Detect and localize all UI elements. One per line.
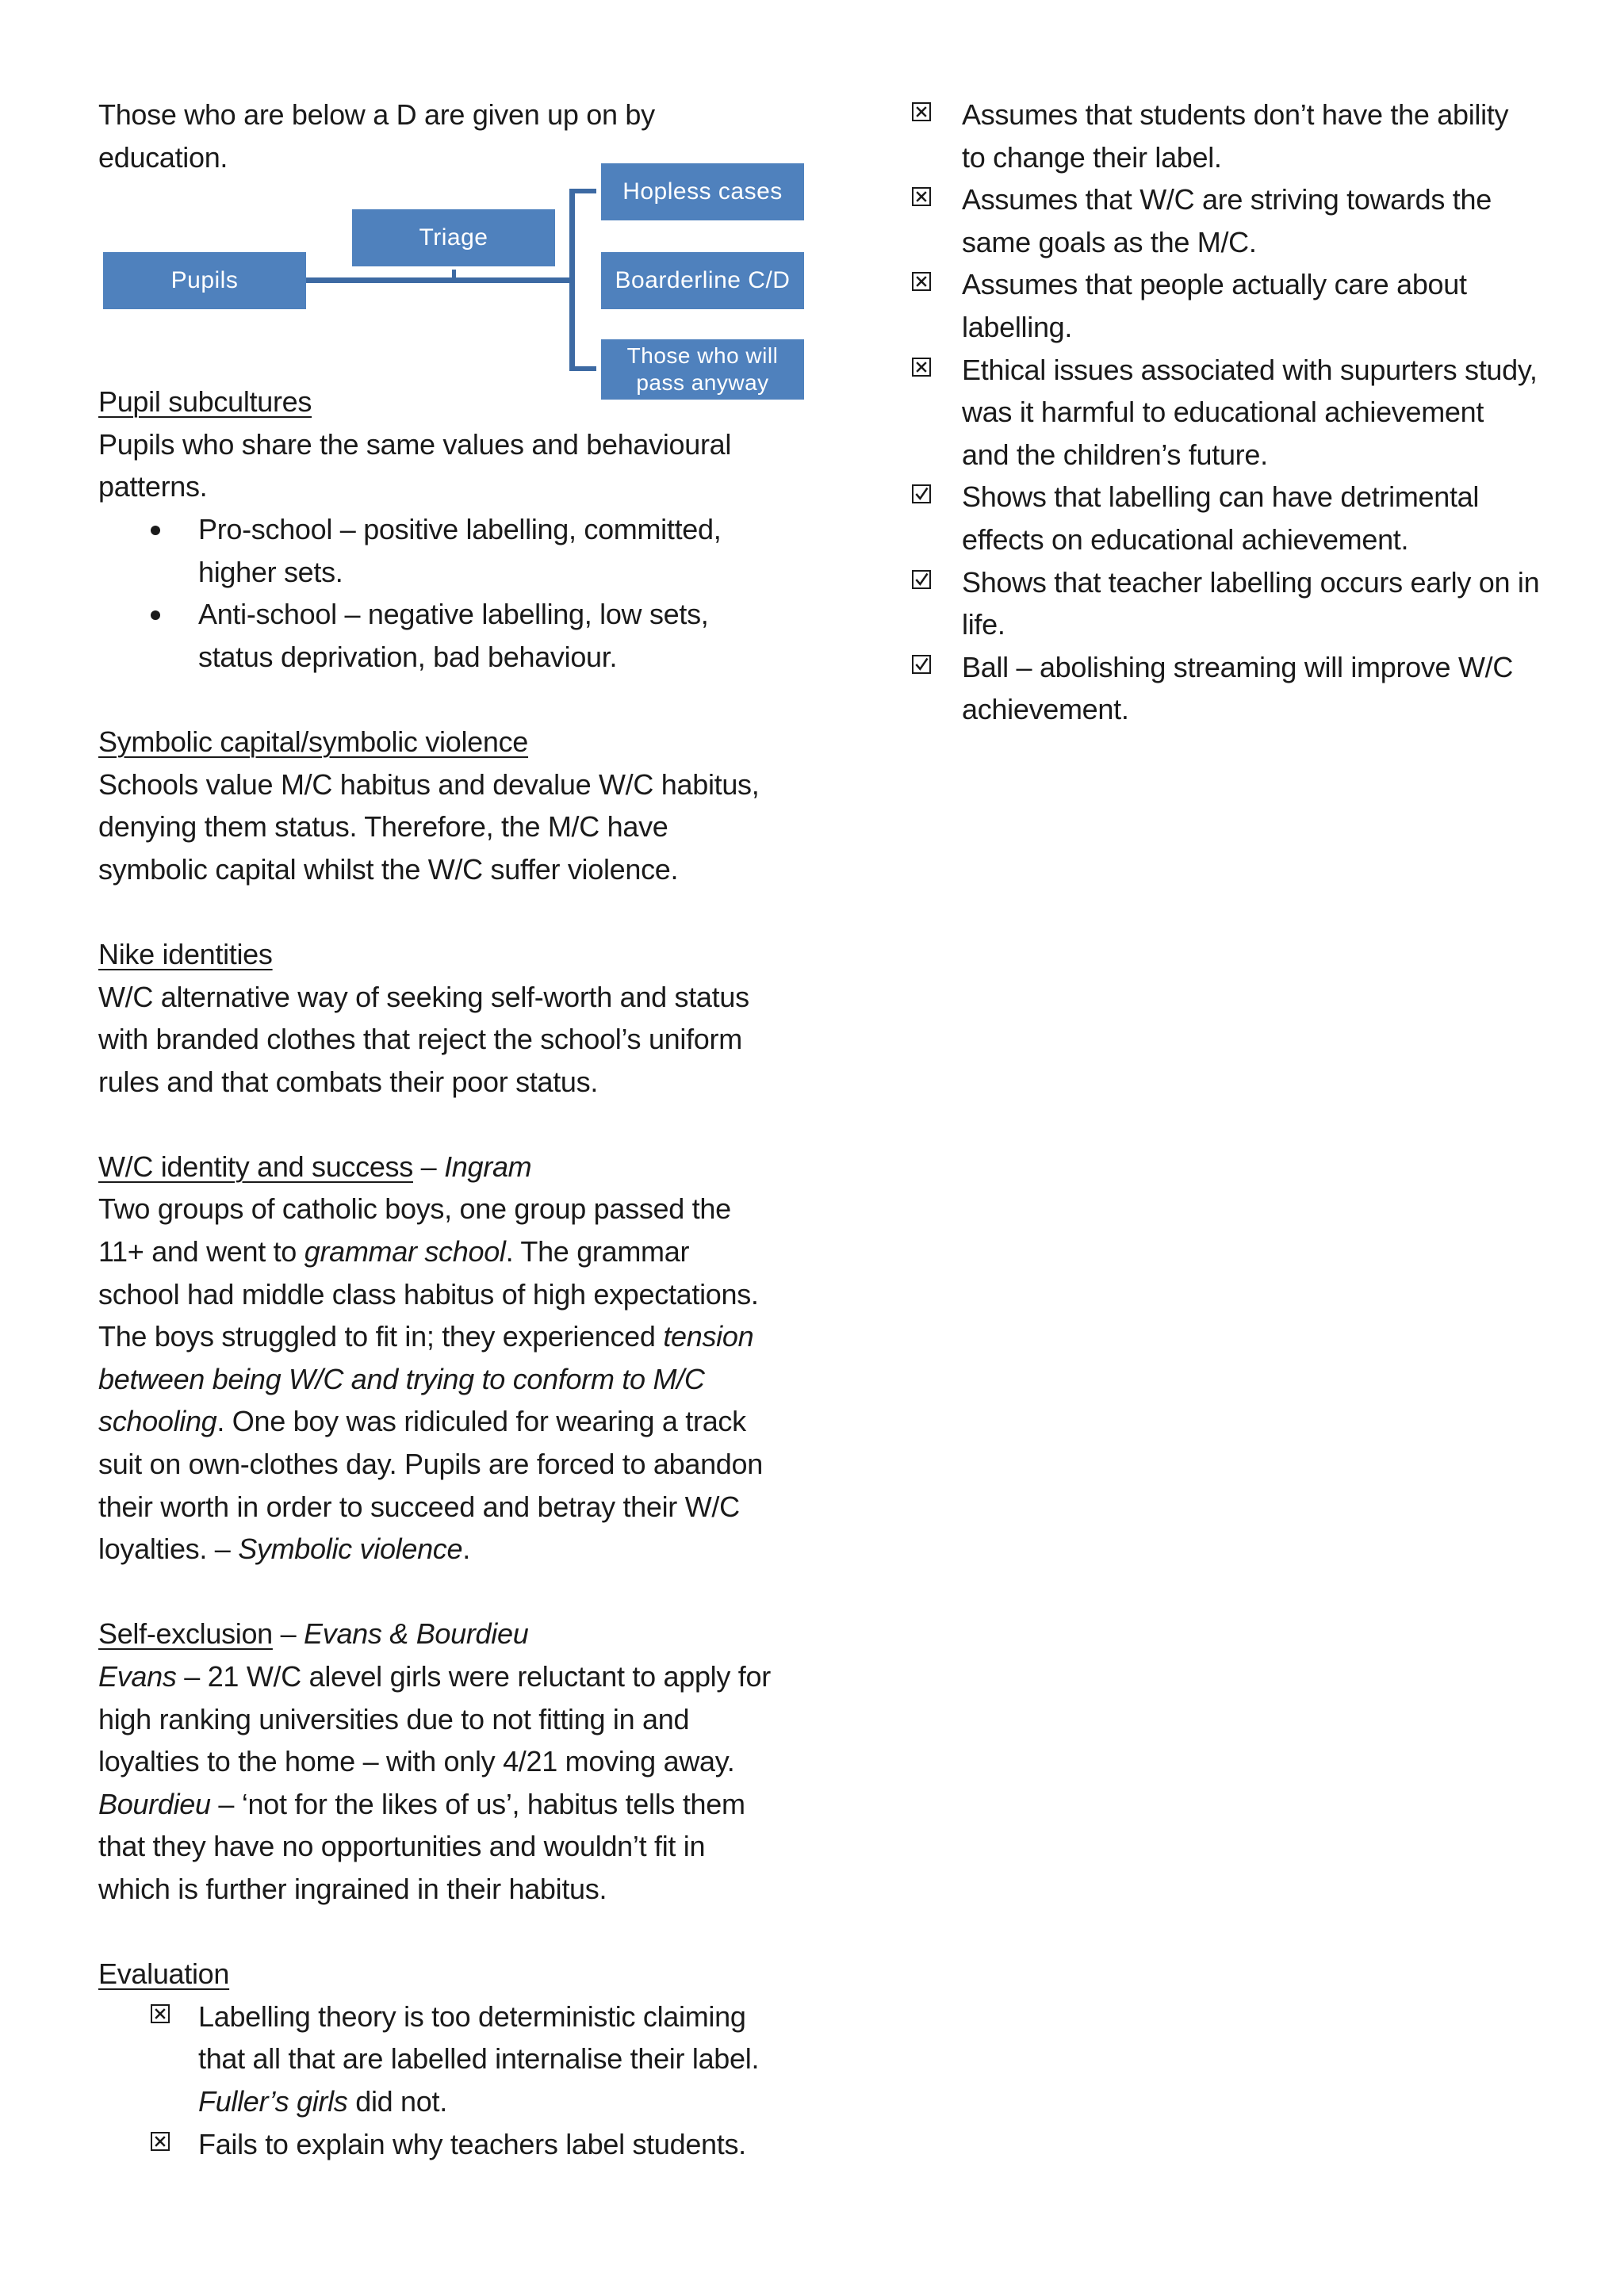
body-emphasis: between being W/C and trying to conform to M/C (98, 1362, 705, 1395)
intro-line-1: Those who are below a D are given up on by (98, 98, 655, 131)
list-item (912, 561, 1546, 646)
node-label: Triage (419, 224, 488, 251)
body-line: which is further ingrained in their habitus. (98, 1872, 607, 1905)
section-body (98, 1655, 796, 1911)
list-item-text: did not. (347, 2084, 447, 2118)
section-body (98, 423, 796, 508)
section-heading: W/C identity and success (98, 1150, 413, 1183)
section-wc-identity (98, 1146, 796, 1571)
list-item-line: Labelling theory is too deterministic claiming (198, 1999, 746, 2033)
body-line: that they have no opportunities and wouldn’t fit in (98, 1830, 706, 1863)
subcultures-list (98, 508, 796, 678)
list-item-line: Ethical issues associated with supurters study, (962, 353, 1538, 386)
list-item-line: higher sets. (198, 555, 343, 588)
list-item (98, 593, 796, 678)
intro-line-2: education. (98, 140, 228, 174)
body-line: high ranking universities due to not fitting in and (98, 1702, 690, 1735)
node-label: Those who will (626, 343, 779, 368)
body-line: Schools value M/C habitus and devalue W/C habitus, (98, 767, 760, 801)
body-emphasis: Symbolic violence (238, 1533, 463, 1566)
body-line: Pupils who share the same values and behavioural (98, 427, 732, 461)
body-line: with branded clothes that reject the school’s uniform (98, 1023, 742, 1056)
connector-line (452, 270, 456, 279)
list-item-line: effects on educational achievement. (962, 522, 1409, 556)
body-line: their worth in order to succeed and betray their W/C (98, 1490, 740, 1523)
bullet-icon (151, 610, 160, 620)
cross-box-icon (912, 187, 931, 206)
body-text: loyalties. – (98, 1533, 239, 1566)
section-pupil-subcultures (98, 381, 796, 678)
check-box-icon (912, 484, 931, 503)
diagram-node-borderline (601, 252, 804, 309)
body-line: denying them status. Therefore, the M/C have (98, 810, 668, 844)
heading-author: Evans & Bourdieu (304, 1617, 529, 1651)
list-item-line: Anti-school – negative labelling, low sets, (198, 598, 709, 631)
list-item-line: to change their label. (962, 140, 1222, 174)
connector-line (569, 366, 596, 371)
section-evaluation (98, 1953, 796, 2165)
section-body (98, 976, 796, 1104)
right-column (912, 94, 1546, 731)
list-item-emphasis: Fuller’s girls (198, 2084, 348, 2118)
body-emphasis: Bourdieu (98, 1787, 211, 1820)
section-heading: Evaluation (98, 1957, 230, 1991)
list-item (912, 94, 1546, 178)
evaluation-list-continued (912, 94, 1546, 731)
body-text: . (462, 1533, 470, 1566)
diagram-node-hopeless (601, 163, 804, 220)
section-heading-line (98, 1613, 796, 1655)
list-item-line: and the children’s future. (962, 438, 1268, 471)
list-item (98, 508, 796, 593)
section-heading-line (98, 1146, 796, 1188)
node-label: Pupils (170, 267, 239, 293)
evaluation-list (98, 1996, 796, 2165)
list-item-line: same goals as the M/C. (962, 225, 1257, 258)
list-item (912, 646, 1546, 731)
list-item-line: that all that are labelled internalise their label. (198, 2042, 760, 2076)
body-text: . One boy was ridiculed for wearing a track (216, 1405, 746, 1438)
list-item-line: status deprivation, bad behaviour. (198, 640, 618, 673)
list-item-line: was it harmful to educational achievement (962, 396, 1484, 429)
list-item-line: Fails to explain why teachers label students. (198, 2127, 746, 2160)
cross-box-icon (151, 2004, 170, 2023)
triage-diagram (98, 159, 812, 412)
list-item (912, 349, 1546, 476)
section-nike-identities (98, 933, 796, 1103)
list-item-line: Pro-school – positive labelling, committed, (198, 512, 722, 545)
body-line: W/C alternative way of seeking self-worth and status (98, 980, 749, 1013)
list-item-line: achievement. (962, 693, 1129, 726)
bullet-icon (151, 526, 160, 535)
list-item (912, 476, 1546, 561)
body-text: – ‘not for the likes of us’, habitus tells them (210, 1787, 745, 1820)
connector-line (569, 189, 575, 371)
cross-box-icon (151, 2132, 170, 2151)
list-item-line: Assumes that W/C are striving towards the (962, 183, 1492, 216)
node-label: Hopless cases (622, 178, 783, 205)
body-line: loyalties to the home – with only 4/21 moving away. (98, 1745, 735, 1778)
list-item (98, 1996, 796, 2123)
cross-box-icon (912, 358, 931, 377)
list-item-line: life. (962, 608, 1005, 641)
list-item-line: Assumes that students don’t have the ability (962, 98, 1509, 131)
list-item-line: Shows that labelling can have detrimental (962, 480, 1480, 514)
section-body (98, 763, 796, 891)
list-item (98, 2123, 796, 2166)
body-emphasis: schooling (98, 1405, 217, 1438)
diagram-node-pass-anyway (601, 339, 804, 400)
connector-line (569, 189, 596, 193)
body-line: rules and that combats their poor status. (98, 1065, 599, 1098)
heading-dash: – (272, 1617, 304, 1651)
section-heading: Nike identities (98, 937, 273, 970)
check-box-icon (912, 655, 931, 674)
list-item (912, 178, 1546, 263)
body-line: Two groups of catholic boys, one group passed the (98, 1192, 731, 1226)
node-label: Boarderline C/D (615, 267, 791, 293)
body-emphasis: grammar school (304, 1235, 506, 1269)
list-item-line: Ball – abolishing streaming will improve W/C (962, 650, 1514, 683)
heading-author: Ingram (444, 1150, 532, 1183)
list-item-line: Assumes that people actually care about (962, 268, 1467, 301)
body-emphasis: Evans (98, 1660, 177, 1693)
diagram-node-pupils (103, 252, 306, 309)
section-self-exclusion (98, 1613, 796, 1910)
body-line: school had middle class habitus of high expectations. (98, 1277, 759, 1311)
list-item-line: labelling. (962, 310, 1073, 343)
body-line: symbolic capital whilst the W/C suffer violence. (98, 852, 679, 886)
body-text: The boys struggled to fit in; they experienced (98, 1320, 664, 1353)
section-heading: Pupil subcultures (98, 385, 312, 419)
section-body (98, 1188, 796, 1570)
body-emphasis: tension (663, 1320, 754, 1353)
list-item (912, 263, 1546, 348)
cross-box-icon (912, 272, 931, 291)
section-symbolic-capital (98, 721, 796, 890)
section-heading: Self-exclusion (98, 1617, 273, 1651)
check-box-icon (912, 570, 931, 589)
cross-box-icon (912, 102, 931, 121)
body-text: – 21 W/C alevel girls were reluctant to apply for (176, 1660, 771, 1693)
heading-dash: – (412, 1150, 445, 1183)
body-text: . The grammar (505, 1235, 690, 1269)
body-text: 11+ and went to (98, 1235, 304, 1269)
body-line: patterns. (98, 470, 208, 503)
section-heading: Symbolic capital/symbolic violence (98, 725, 529, 758)
connector-line (306, 277, 573, 283)
node-label: pass anyway (636, 370, 769, 395)
list-item-line: Shows that teacher labelling occurs early on in (962, 565, 1540, 599)
body-line: suit on own-clothes day. Pupils are forced to abandon (98, 1448, 763, 1481)
diagram-node-triage (352, 209, 555, 266)
